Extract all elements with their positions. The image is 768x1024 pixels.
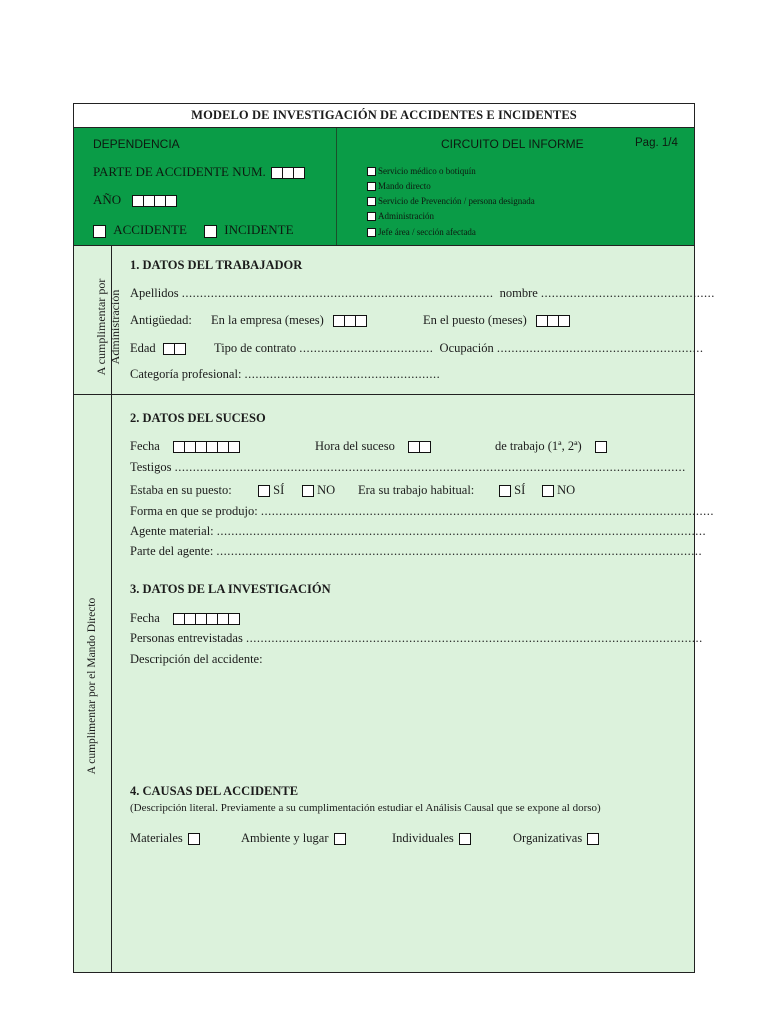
dependencia-label: DEPENDENCIA [93,137,180,151]
contrato-field[interactable]: ..................................... [299,341,434,355]
section3-heading: 3. DATOS DE LA INVESTIGACIÓN [130,582,331,596]
personas-label: Personas entrevistadas [130,631,243,645]
circuit-checkbox[interactable] [367,182,376,191]
section4-note: (Descripción literal. Previamente a su cumplimentación estudiar el Análisis Causal que se expone al dorso) [130,802,601,814]
digit-box[interactable] [228,441,240,453]
anio-label: AÑO [93,192,122,207]
individuales-option[interactable] [392,831,471,846]
side-label-admin: A cumplimentar por Administración [94,278,122,376]
apellidos-row[interactable] [130,286,715,301]
si-label: SÍ [273,483,285,497]
materiales-option[interactable] [130,831,200,846]
contrato-row[interactable] [214,341,703,356]
empresa-label: En la empresa (meses) [211,313,324,327]
hora-boxes[interactable] [408,441,430,453]
nombre-field[interactable]: ................................................ [540,286,715,300]
dia-trabajo-field [495,439,607,454]
dia-trabajo-box[interactable] [595,441,607,453]
circuit-checkbox[interactable] [367,197,376,206]
edad-boxes[interactable] [163,343,185,355]
puesto-boxes[interactable] [536,315,569,327]
materiales-label: Materiales [130,831,183,845]
circuit-item-servicio-medico[interactable]: Servicio médico o botiquín [367,166,476,176]
edad-label: Edad [130,341,156,355]
nombre-label: nombre [499,286,538,300]
ocupacion-label: Ocupación [439,341,494,355]
individuales-checkbox[interactable] [459,833,471,845]
categoria-row[interactable] [130,367,440,382]
fecha-investigacion-field [130,611,239,626]
apellidos-label: Apellidos [130,286,179,300]
fecha-label: Fecha [130,611,160,625]
organizativas-option[interactable] [513,831,599,846]
categoria-field[interactable]: ...................................................... [244,367,441,381]
header-panel [74,128,694,246]
apellidos-field[interactable]: ...................................................................................... [181,286,494,300]
estaba-si-checkbox[interactable] [258,485,270,497]
parte-num-boxes[interactable] [271,167,304,179]
antiguedad-label: Antigüedad: [130,313,192,327]
incidente-label: INCIDENTE [224,222,294,237]
estaba-row [130,483,232,498]
ambiente-option[interactable] [241,831,346,846]
causas-textarea[interactable] [130,854,680,964]
hora-suceso-field [315,439,430,454]
parte-agente-label: Parte del agente: [130,544,214,558]
no-label: NO [557,483,576,497]
digit-box[interactable] [419,441,431,453]
forma-label: Forma en que se produjo: [130,504,258,518]
parte-agente-row[interactable] [130,544,702,559]
personas-field[interactable]: .............................................................................................................................. [245,631,703,645]
individuales-label: Individuales [392,831,454,845]
agente-label: Agente material: [130,524,214,538]
categoria-label: Categoría profesional: [130,367,242,381]
habitual-label: Era su trabajo habitual: [358,483,475,497]
habitual-no-option[interactable] [542,483,575,498]
habitual-si-checkbox[interactable] [499,485,511,497]
digit-box[interactable] [355,315,367,327]
incidente-option[interactable] [204,222,294,238]
section1-heading: 1. DATOS DEL TRABAJADOR [130,258,303,272]
testigos-field[interactable]: ............................................................................................................................................. [174,460,686,474]
anio-boxes[interactable] [132,195,176,207]
forma-row[interactable] [130,504,714,519]
puesto-field [423,313,569,328]
fecha-label: Fecha [130,439,160,453]
habitual-no-checkbox[interactable] [542,485,554,497]
parte-agente-field[interactable]: ...................................................................................................................................... [216,544,703,558]
section-separator [74,394,694,395]
ocupacion-field[interactable]: ......................................................... [496,341,704,355]
accidente-option[interactable] [93,222,187,238]
contrato-label: Tipo de contrato [214,341,297,355]
habitual-si-option[interactable] [499,483,525,498]
habitual-row [358,483,474,498]
investigation-form [73,103,715,973]
puesto-label: En el puesto (meses) [423,313,527,327]
side-label-mando: A cumplimentar por el Mando Directo [86,597,98,775]
personas-row[interactable] [130,631,703,646]
organizativas-checkbox[interactable] [587,833,599,845]
materiales-checkbox[interactable] [188,833,200,845]
digit-box[interactable] [174,343,186,355]
estaba-no-checkbox[interactable] [302,485,314,497]
empresa-field [211,313,366,328]
digit-box[interactable] [228,613,240,625]
section2-heading: 2. DATOS DEL SUCESO [130,411,266,425]
descripcion-label: Descripción del accidente: [130,652,263,666]
agente-field[interactable]: ....................................................................................................................................... [216,524,707,538]
empresa-boxes[interactable] [333,315,366,327]
ambiente-label: Ambiente y lugar [241,831,329,845]
anio-field [93,192,176,208]
estaba-no-option[interactable] [302,483,335,498]
accidente-label: ACCIDENTE [113,222,187,237]
circuit-item-mando-directo[interactable]: Mando directo [367,181,431,191]
circuit-item-servicio-prevencion[interactable]: Servicio de Prevención / persona designada [367,196,535,206]
antiguedad-row [130,313,192,328]
digit-box[interactable] [558,315,570,327]
circuito-label: CIRCUITO DEL INFORME [441,137,584,151]
si-label: SÍ [514,483,526,497]
accidente-checkbox[interactable] [93,225,106,238]
estaba-si-option[interactable] [258,483,284,498]
no-label: NO [317,483,336,497]
fecha-investigacion-boxes[interactable] [173,613,239,625]
circuit-checkbox[interactable] [367,167,376,176]
fecha-suceso-field [130,439,239,454]
header-divider [336,128,337,245]
hora-label: Hora del suceso [315,439,395,453]
edad-field [130,341,185,356]
testigos-row[interactable] [130,460,686,475]
digit-box[interactable] [165,195,177,207]
ambiente-checkbox[interactable] [334,833,346,845]
circuit-item-jefe-area[interactable]: Jefe área / sección afectada [367,227,476,237]
circuit-item-administracion[interactable]: Administración [367,211,434,221]
descripcion-textarea[interactable] [130,670,680,770]
organizativas-label: Organizativas [513,831,583,845]
parte-num-field [93,164,304,180]
parte-num-label: PARTE DE ACCIDENTE NUM. [93,164,266,179]
incidente-checkbox[interactable] [204,225,217,238]
digit-box[interactable] [293,167,305,179]
fecha-suceso-boxes[interactable] [173,441,239,453]
section4-heading: 4. CAUSAS DEL ACCIDENTE [130,784,299,798]
agente-row[interactable] [130,524,706,539]
circuit-checkbox[interactable] [367,228,376,237]
page-number: Pag. 1/4 [635,137,678,149]
dia-trabajo-label: de trabajo (1ª, 2ª) [495,439,582,453]
circuit-checkbox[interactable] [367,212,376,221]
estaba-label: Estaba en su puesto: [130,483,232,497]
forma-field[interactable]: ............................................................................................................................. [260,504,715,518]
testigos-label: Testigos [130,460,172,474]
form-title: MODELO DE INVESTIGACIÓN DE ACCIDENTES E INCIDENTES [74,104,694,128]
